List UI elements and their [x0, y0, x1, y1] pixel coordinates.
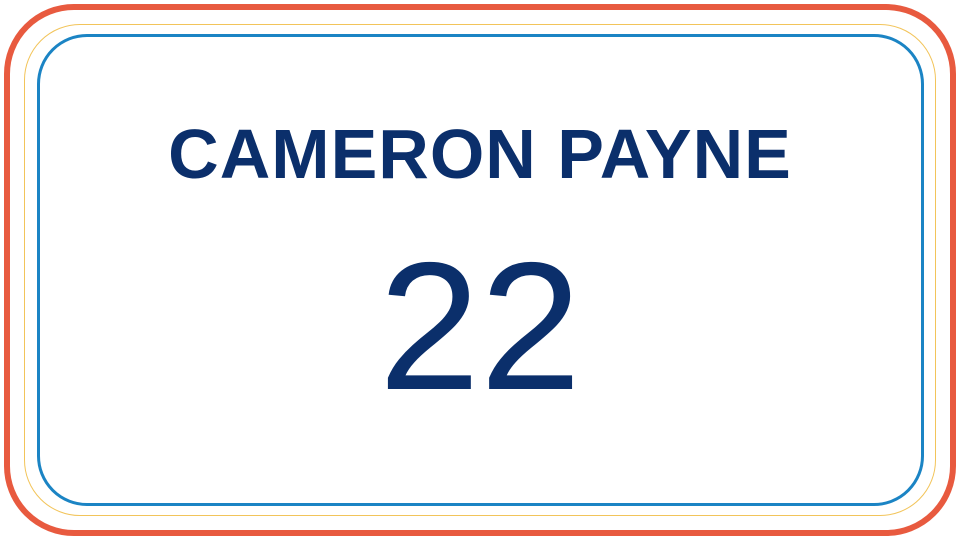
player-name: CAMERON PAYNE: [168, 115, 792, 193]
player-number: 22: [378, 224, 582, 428]
